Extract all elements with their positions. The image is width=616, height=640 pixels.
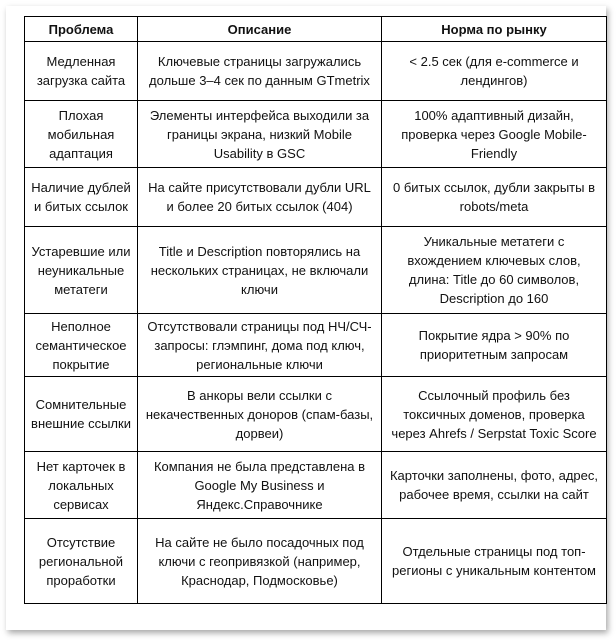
- norm-cell: Ссылочный профиль без токсичных доменов, проверка через Ahrefs / Serpstat Toxic Score: [382, 377, 607, 452]
- table-row: [25, 377, 607, 452]
- table-row: [25, 519, 607, 604]
- table-row: [25, 101, 607, 168]
- norm-cell: Карточки заполнены, фото, адрес, рабочее время, ссылки на сайт: [382, 452, 607, 519]
- problem-cell: Устаревшие или неуникальные метатеги: [25, 227, 138, 314]
- description-cell: В анкоры вели ссылки с некачественных доноров (спам-базы, дорвеи): [138, 377, 382, 452]
- norm-cell: Уникальные метатеги с вхождением ключевых слов, длина: Title до 60 символов, Description до 160: [382, 227, 607, 314]
- comparison-table: [24, 16, 607, 604]
- problem-cell: Сомнительные внешние ссылки: [25, 377, 138, 452]
- header-problem: Проблема: [25, 17, 138, 42]
- header-description: Описание: [138, 17, 382, 42]
- description-cell: Title и Description повторялись на нескольких страницах, не включали ключи: [138, 227, 382, 314]
- problem-cell: Неполное семантическое покрытие: [25, 314, 138, 377]
- description-cell: На сайте присутствовали дубли URL и более 20 битых ссылок (404): [138, 168, 382, 227]
- problem-cell: Нет карточек в локальных сервисах: [25, 452, 138, 519]
- problem-cell: Отсутствие региональной проработки: [25, 519, 138, 604]
- norm-cell: Отдельные страницы под топ-регионы с уникальным контентом: [382, 519, 607, 604]
- norm-cell: 100% адаптивный дизайн, проверка через Google Mobile-Friendly: [382, 101, 607, 168]
- description-cell: Отсутствовали страницы под НЧ/СЧ-запросы: глэмпинг, дома под ключ, региональные ключи: [138, 314, 382, 377]
- problem-cell: Наличие дублей и битых ссылок: [25, 168, 138, 227]
- table-row: [25, 452, 607, 519]
- header-norm: Норма по рынку: [382, 17, 607, 42]
- table-row: [25, 227, 607, 314]
- table-row: [25, 42, 607, 101]
- table-row: [25, 314, 607, 377]
- description-cell: Ключевые страницы загружались дольше 3–4 сек по данным GTmetrix: [138, 42, 382, 101]
- description-cell: На сайте не было посадочных под ключи с геопривязкой (например, Краснодар, Подмосковье): [138, 519, 382, 604]
- table-row: [25, 168, 607, 227]
- description-cell: Компания не была представлена в Google My Business и Яндекс.Справочнике: [138, 452, 382, 519]
- problem-cell: Медленная загрузка сайта: [25, 42, 138, 101]
- table-header-row: [25, 17, 607, 42]
- problem-cell: Плохая мобильная адаптация: [25, 101, 138, 168]
- norm-cell: Покрытие ядра > 90% по приоритетным запросам: [382, 314, 607, 377]
- document-page: [6, 6, 606, 630]
- norm-cell: < 2.5 сек (для e-commerce и лендингов): [382, 42, 607, 101]
- norm-cell: 0 битых ссылок, дубли закрыты в robots/meta: [382, 168, 607, 227]
- description-cell: Элементы интерфейса выходили за границы экрана, низкий Mobile Usability в GSC: [138, 101, 382, 168]
